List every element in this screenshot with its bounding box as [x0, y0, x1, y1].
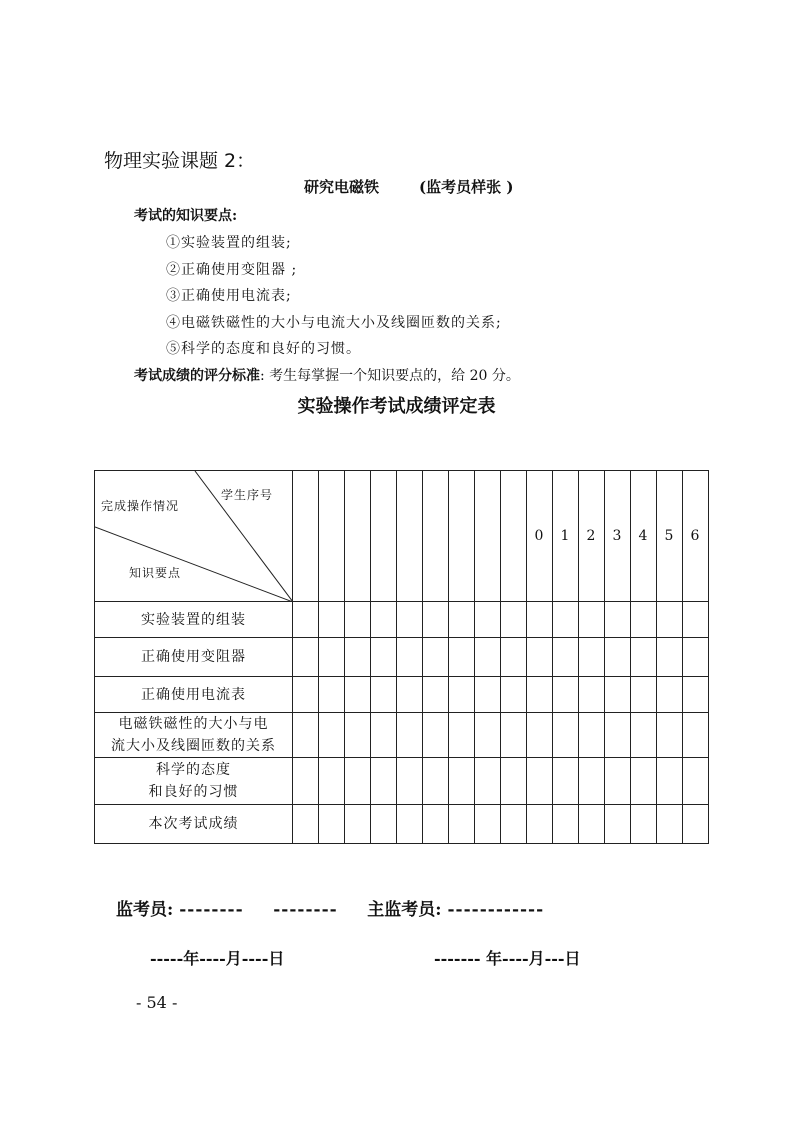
column-number: 6 — [683, 471, 709, 602]
proctor-signature-line — [116, 895, 544, 920]
proctor-blank-1: -------- — [179, 900, 244, 920]
student-column — [423, 471, 449, 602]
subtitle-topic: 研究电磁铁 — [304, 178, 380, 196]
chief-proctor-label: 主监考员: — [367, 900, 442, 920]
knowledge-point-4: ④电磁铁磁性的大小与电流大小及线圈匝数的关系; — [166, 315, 502, 331]
row-label-line: 流大小及线圈匝数的关系 — [111, 738, 276, 754]
student-column — [397, 471, 423, 602]
row-label — [95, 805, 293, 844]
header-completion-status: 完成操作情况 — [101, 499, 180, 513]
knowledge-heading: 考试的知识要点: — [134, 208, 238, 224]
knowledge-point-1: ①实验装置的组装; — [166, 235, 292, 251]
student-column — [501, 471, 527, 602]
table-row — [95, 758, 709, 805]
column-number: 2 — [579, 471, 605, 602]
subtitle — [304, 176, 513, 197]
row-label-line: 电磁铁磁性的大小与电 — [118, 716, 269, 732]
table-row — [95, 602, 709, 638]
diagonal-header-cell — [95, 471, 293, 602]
table-row — [95, 638, 709, 677]
grade-table — [94, 470, 709, 844]
student-column — [293, 471, 319, 602]
subtitle-note: (监考员样张 ) — [419, 178, 514, 196]
student-column — [319, 471, 345, 602]
header-knowledge-points: 知识要点 — [129, 566, 182, 580]
row-label — [95, 758, 293, 805]
row-label-line: 正确使用变阻器 — [141, 649, 246, 665]
row-label-line: 本次考试成绩 — [148, 816, 239, 832]
column-number: 0 — [527, 471, 553, 602]
column-number: 5 — [657, 471, 683, 602]
table-row — [95, 677, 709, 713]
column-number: 1 — [553, 471, 579, 602]
row-label-line: 科学的态度 — [156, 762, 231, 778]
row-label — [95, 638, 293, 677]
header-student-number: 学生序号 — [221, 488, 274, 502]
proctor-blank-2: -------- — [273, 900, 338, 920]
student-column — [475, 471, 501, 602]
row-label — [95, 602, 293, 638]
knowledge-point-5: ⑤科学的态度和良好的习惯。 — [166, 341, 361, 357]
criteria-label: 考试成绩的评分标准 — [134, 368, 260, 384]
date-line-2: ------- 年----月---日 — [434, 949, 581, 968]
row-label-line: 实验装置的组装 — [141, 611, 246, 628]
scoring-criteria — [134, 365, 520, 385]
column-number: 3 — [605, 471, 631, 602]
row-label-line: 和良好的习惯 — [148, 784, 239, 800]
student-column — [449, 471, 475, 602]
chief-proctor-blank: ------------ — [447, 900, 545, 920]
knowledge-point-3: ③正确使用电流表; — [166, 288, 292, 304]
row-label — [95, 677, 293, 713]
table-header-row — [95, 471, 709, 602]
page-number: - 54 - — [136, 993, 178, 1012]
student-column — [345, 471, 371, 602]
table-title: 实验操作考试成绩评定表 — [297, 396, 496, 417]
row-label — [95, 713, 293, 758]
row-label-line: 正确使用电流表 — [141, 686, 246, 703]
student-column — [371, 471, 397, 602]
date-line-1: -----年----月----日 — [150, 949, 285, 968]
table-row — [95, 805, 709, 844]
knowledge-point-2: ②正确使用变阻器 ; — [166, 262, 298, 278]
criteria-text: : 考生每掌握一个知识要点的，给 20 分。 — [260, 368, 520, 384]
proctor-label: 监考员: — [116, 900, 174, 920]
column-number: 4 — [631, 471, 657, 602]
table-row — [95, 713, 709, 758]
page-title: 物理实验课题 2： — [104, 150, 256, 172]
